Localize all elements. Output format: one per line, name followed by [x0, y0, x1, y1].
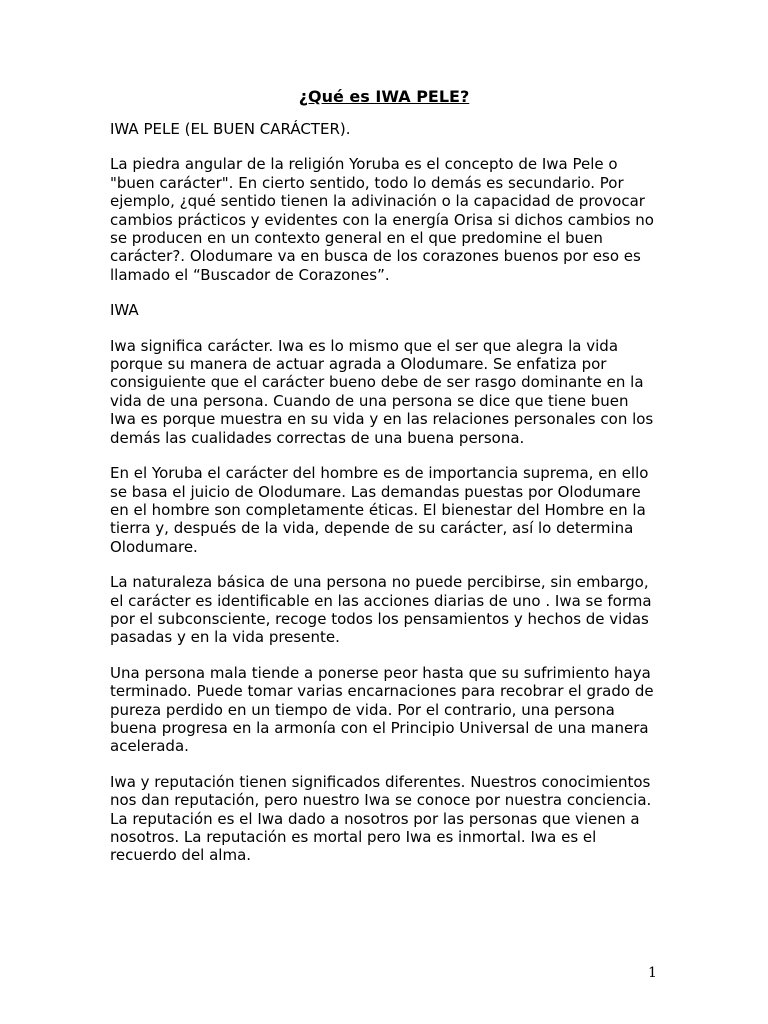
body-paragraph: La naturaleza básica de una persona no puede percibirse, sin embargo, el carácter es identificable en las acciones diarias de uno . Iwa se forma por el subconsciente, recoge todos los pensamientos y hechos de vidas pasadas y en la vida presente.: [110, 573, 652, 647]
page-number: 1: [648, 965, 657, 981]
subtitle-paragraph: IWA PELE (EL BUEN CARÁCTER).: [110, 120, 351, 138]
section-heading: IWA: [110, 301, 139, 320]
document-page: [110, 88, 658, 882]
body-paragraph: En el Yoruba el carácter del hombre es de importancia suprema, en ello se basa el juicio de Olodumare. Las demandas puestas por Olodumare en el hombre son completamente éticas. El bienestar del Hombre en la tierra y, después de la vida, depende de su carácter, así lo determina Olodumare.: [110, 464, 649, 556]
body-paragraph: Iwa y reputación tienen significados diferentes. Nuestros conocimientos nos dan reputación, pero nuestro Iwa se conoce por nuestra conciencia. La reputación es el Iwa dado a nosotros por las personas que vienen a nosotros. La reputación es mortal pero Iwa es inmortal. Iwa es el recuerdo del alma.: [110, 772, 652, 865]
page-title: ¿Qué es IWA PELE?: [298, 87, 470, 106]
body-paragraph: La piedra angular de la religión Yoruba es el concepto de Iwa Pele o "buen carácter". En cierto sentido, todo lo demás es secundario. Por ejemplo, ¿qué sentido tienen la adivinación o la capacidad de provocar cambios prácticos y evidentes con la energía Orisa si dichos cambios no se producen en un contexto general en el que predomine el buen carácter?. Olodumare va en busca de los corazones buenos por eso es llamado el “Buscador de Corazones”.: [110, 155, 654, 284]
body-paragraph: Iwa significa carácter. Iwa es lo mismo que el ser que alegra la vida porque su manera de actuar agrada a Olodumare. Se enfatiza por consiguiente que el carácter bueno debe de ser rasgo dominante en la vida de una persona. Cuando de una persona se dice que tiene buen Iwa es porque muestra en su vida y en las relaciones personales con los demás las cualidades correctas de una buena persona.: [110, 336, 654, 447]
body-paragraph: Una persona mala tiende a ponerse peor hasta que su sufrimiento haya terminado. Puede tomar varias encarnaciones para recobrar el grado de pureza perdido en un tiempo de vida. Por el contrario, una persona buena progresa en la armonía con el Principio Universal de una manera acelerada.: [110, 663, 654, 756]
